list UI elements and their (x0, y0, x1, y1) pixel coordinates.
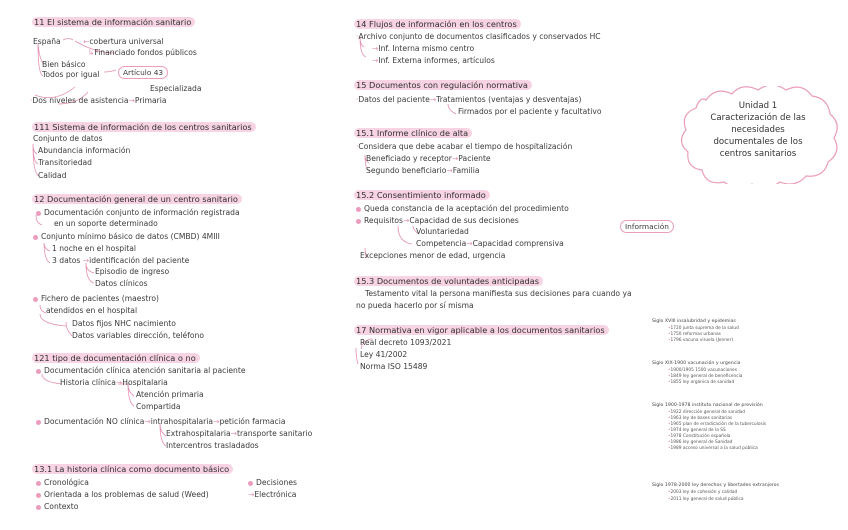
section-131-heading: 13.1 La historia clínica como documento básico (32, 465, 233, 473)
timeline-block-3-head: Siglo 1900-1978 instituto nacional de previsión (652, 403, 763, 408)
text-historia: Historia clínica→Hospitalaria (60, 378, 168, 387)
text-financiado: ↳Financiado fondos públicos (88, 48, 197, 57)
text-firmados: Firmados por el paciente y facultativo (458, 107, 602, 116)
timeline-block-1-head: Siglo XVIII insalubridad y epidemias (652, 319, 736, 324)
section-111-heading: 111 Sistema de información de los centros sanitarios (32, 123, 256, 131)
section-15-heading: 15 Documentos con regulación normativa (354, 81, 532, 89)
text-doc-clinica: Documentación clínica atención sanitaria al paciente (36, 367, 246, 375)
timeline-block-4-head: Siglo 1978-2000 ley derechos y libertades extranjeros (652, 483, 779, 488)
text-calidad: Calidad (38, 171, 67, 180)
section-14-heading: 14 Flujos de información en los centros (354, 20, 521, 28)
section-12-heading: 12 Documentación general de un centro sanitario (32, 195, 242, 203)
text-decisiones: Decisiones (248, 479, 297, 487)
timeline-block-2-item: •1900/1905 1500 vacunaciones (668, 368, 737, 373)
text-compartida: Compartida (136, 402, 181, 411)
cloud-line-1: Unidad 1 (738, 101, 778, 111)
section-17-heading: 17 Normativa en vigor aplicable a los documentos sanitarios (354, 326, 609, 334)
text-segundo: Segundo beneficiario→Familia (366, 166, 480, 175)
text-atencion-primaria: Atención primaria (136, 390, 204, 399)
text-dos-niveles: ·Dos niveles de asistencia→Primaria (30, 96, 167, 105)
text-inf-interna: →Inf. Interna mismo centro (372, 44, 475, 53)
text-episodio: Episodio de ingreso (95, 267, 170, 276)
text-datos-clinicos: Datos clínicos (95, 279, 148, 288)
timeline-block-2-head: Siglo XIX-1900 vacunación y urgencia (652, 361, 741, 366)
text-no-pueda: no pueda hacerlo por sí misma (356, 301, 474, 310)
text-documentacion: Documentación conjunto de información registrada (36, 209, 240, 217)
timeline-block-3-item: •1978 Constitución española (668, 434, 731, 439)
timeline-block-3-item: •1965 plan de erradicación de la tuberculosis (668, 422, 767, 427)
text-electronica: →Electrónica (248, 490, 297, 499)
text-orientada: Orientada a los problemas de salud (Weed) (36, 491, 209, 499)
text-datos-variables: Datos variables dirección, teléfono (72, 331, 205, 340)
timeline-block-3-item: •1989 acceso universal a la salud pública (668, 446, 758, 451)
text-bien-basico: Bien básico (42, 60, 86, 69)
text-beneficiado: Beneficiado y receptor→Paciente (366, 154, 491, 163)
cloud-line-4: documentales de los (713, 137, 803, 147)
text-archivo: ·Archivo conjunto de documentos clasificados y conservados HC (356, 32, 601, 41)
text-datos-fijos: Datos fijos NHC nacimiento (72, 319, 176, 328)
text-cmbd: Conjunto mínimo básico de datos (CMBD) 4MIII (33, 233, 220, 241)
text-doc-no-clinica: Documentación NO clínica→intrahospitalaria→petición farmacia (36, 418, 285, 426)
text-considera: ·Considera que debe acabar el tiempo de hospitalización (356, 142, 573, 151)
timeline-block-3-item: •1963 ley de bases sanitarias (668, 416, 733, 421)
text-ley-41: Ley 41/2002 (360, 350, 408, 359)
text-todos-igual: Todos por igual (42, 70, 100, 79)
text-competencia: Competencia→Capacidad comprensiva (416, 239, 564, 248)
cloud-line-5: centros sanitarios (719, 149, 797, 159)
text-noche: 1 noche en el hospital (52, 244, 136, 253)
articulo-43-badge: Artículo 43 (118, 66, 168, 79)
text-cobertura: ←cobertura universal (83, 37, 164, 46)
text-real-decreto: Real decreto 1093/2021 (360, 338, 452, 347)
text-extrahospitalaria: Extrahospitalaria→transporte sanitario (166, 429, 313, 438)
text-espana: España (33, 37, 61, 46)
text-especializada: Especializada (150, 84, 202, 93)
text-norma-iso: Norma ISO 15489 (360, 362, 428, 371)
text-transitoriedad: Transitoriedad (38, 158, 92, 167)
section-121-heading: 121 tipo de documentación clínica o no (32, 354, 200, 362)
text-inf-externa: →Inf. Externa informes, artículos (372, 56, 495, 65)
text-abundancia: Abundancia información (38, 146, 131, 155)
section-151-heading: 15.1 Informe clínico de alta (354, 129, 472, 137)
text-queda: Queda constancia de la aceptación del procedimiento (356, 205, 569, 213)
text-atendidos: atendidos en el hospital (46, 306, 138, 315)
text-contexto: Contexto (36, 503, 78, 511)
text-excepciones: Excepciones menor de edad, urgencia (360, 251, 506, 260)
timeline-block-2-item: •1855 ley orgánica de sanidad (668, 380, 735, 385)
cloud-line-3: necesidades (731, 125, 785, 135)
text-intercentros: Intercentros trasladados (166, 441, 259, 450)
timeline-block-3-item: •1986 ley general de Sanidad (668, 440, 733, 445)
timeline-block-2-item: •1849 ley general de beneficencia (668, 374, 743, 379)
text-conjunto-datos: Conjunto de datos (33, 134, 103, 143)
text-cronologica: Cronológica (36, 479, 89, 487)
timeline-block-3-item: •1922 dirección general de sanidad (668, 410, 746, 415)
timeline-block-1-item: •1750 reformas urbanas (668, 332, 721, 337)
text-fichero: Fichero de pacientes (maestro) (33, 295, 159, 303)
section-152-heading: 15.2 Consentimiento informado (354, 191, 490, 199)
timeline-block-3-item: •1974 ley general de la SS (668, 428, 726, 433)
timeline-block-1-item: •1720 junta suprema de la salud (668, 326, 739, 331)
timeline-block-4-item: •2003 ley de cohesión y calidad (668, 490, 738, 495)
text-datos-paciente: ·Datos del paciente→Tratamientos (ventajas y desventajas) (356, 95, 582, 104)
timeline-block-1-item: •1796 vacuna viruela (Jenner) (668, 338, 734, 343)
informacion-badge: Información (620, 220, 674, 233)
text-requisitos: Requisitos→Capacidad de sus decisiones (356, 217, 519, 225)
text-voluntariedad: Voluntariedad (416, 227, 469, 236)
text-soporte: en un soporte determinado (54, 219, 158, 228)
text-3-datos: 3 datos →identificación del paciente (52, 256, 190, 265)
section-11-heading: 11 El sistema de información sanitario (32, 18, 195, 26)
unit-title (688, 100, 828, 160)
cloud-line-2: Caracterización de las (710, 113, 806, 123)
timeline-block-4-item: •2011 ley general de salud pública (668, 497, 744, 502)
section-153-heading: 15.3 Documentos de voluntades anticipadas (354, 277, 543, 285)
text-testamento: Testamento vital la persona manifiesta sus decisiones para cuando ya (365, 289, 632, 298)
